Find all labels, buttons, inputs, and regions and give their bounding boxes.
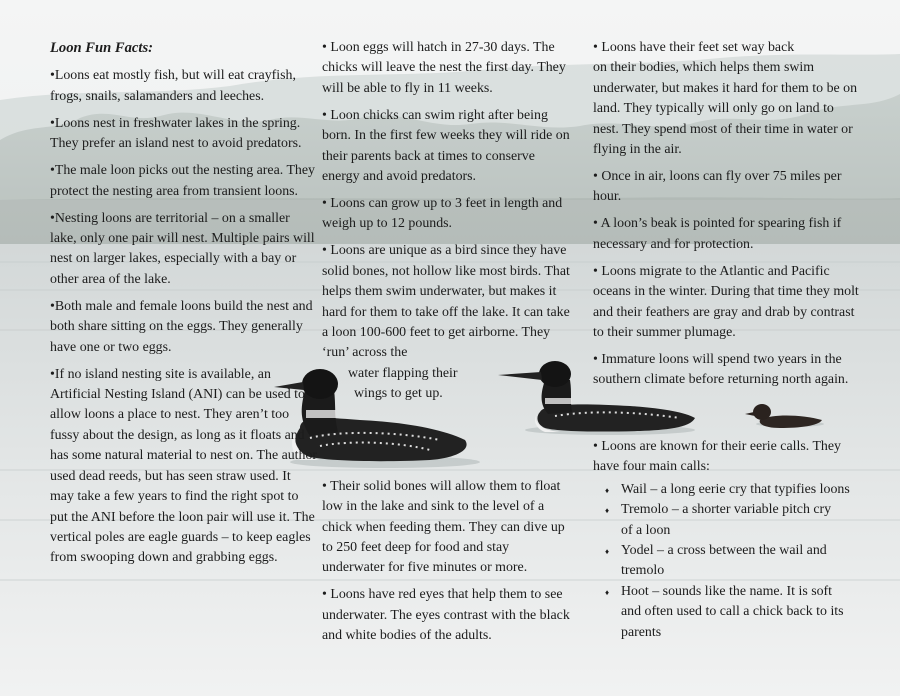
fact-solid-bones bbox=[322, 241, 574, 404]
fact-ani: •If no island nesting site is available, an Artificial Nesting Island (ANI) can be used to allow loons a place to nest. They aren’t too fussy about the design, as long as it floats and has some natural material to nest on. The author used dead reeds, but has seen straw used. It may take a few years to find the right spot to put the ANI before the loon pair will use it. The vertical poles are eagle guards – to keep eagles from swooping down and grabbing eggs. bbox=[50, 366, 318, 566]
fact-male-nesting-area: •The male loon picks out the nesting area. They protect the nesting area from transient loons. bbox=[50, 163, 315, 199]
fact-feet-first-line: • Loons have their feet set way back bbox=[593, 40, 795, 55]
calls-list bbox=[593, 480, 863, 643]
column-middle bbox=[322, 38, 574, 653]
fact-build-nest: •Both male and female loons build the nest and both share sitting on the eggs. They generally have one or two eggs. bbox=[50, 298, 313, 355]
fact-solid-bones-line2: water flapping their bbox=[348, 365, 458, 381]
fact-solid-bones-line3: wings to get up. bbox=[354, 386, 443, 402]
call-wail: ♦ Wail – a long eerie cry that typifies loons bbox=[593, 480, 863, 500]
fact-diet: •Loons eat mostly fish, but will eat crayfish, frogs, snails, salamanders and leeches. bbox=[50, 68, 296, 104]
call-hoot: ♦ Hoot – sounds like the name. It is soft and often used to call a chick back to its parents bbox=[593, 582, 863, 643]
fact-beak: • A loon’s beak is pointed for spearing fish if necessary and for protection. bbox=[593, 216, 842, 252]
fact-solid-bones-text: • Loons are unique as a bird since they have solid bones, not hollow like most birds. That helps them swim underwater, but makes it hard for them to take off the lake. It can take a loon 100-600 feet to get airborne. They ‘run’ across the bbox=[322, 243, 570, 361]
fact-chicks: • Loon chicks can swim right after being born. In the first few weeks they will ride on their parents back at times to conserve energy and avoid predators. bbox=[322, 107, 570, 185]
fact-flight-speed: • Once in air, loons can fly over 75 miles per hour. bbox=[593, 169, 842, 205]
fact-feet-rest: on their bodies, which helps them swim underwater, but makes it hard for them to be on land. They typically will only go on land to nest. They spend most of their time in water or flying in the air. bbox=[593, 60, 858, 158]
column-right bbox=[593, 38, 863, 643]
fact-size: • Loons can grow up to 3 feet in length and weigh up to 12 pounds. bbox=[322, 196, 563, 232]
call-yodel: ♦ Yodel – a cross between the wail and tremolo bbox=[593, 541, 863, 582]
fact-migration: • Loons migrate to the Atlantic and Pacific oceans in the winter. During that time they molt and their feathers are gray and drab by contrast to their summer plumage. bbox=[593, 263, 859, 341]
fact-float: • Their solid bones will allow them to float low in the lake and sink to the level of a chick when feeding them. They can dive up to 250 feet deep for food and stay underwater for five minutes or more. bbox=[322, 478, 565, 576]
fact-nest-lakes: •Loons nest in freshwater lakes in the spring. They prefer an island nest to avoid predators. bbox=[50, 115, 302, 152]
fact-immature: • Immature loons will spend two years in the southern climate before returning north again. bbox=[593, 352, 849, 388]
fact-calls-intro: • Loons are known for their eerie calls. They have four main calls: bbox=[593, 438, 841, 475]
page-title: Loon Fun Facts: bbox=[50, 40, 153, 56]
fact-eggs: • Loon eggs will hatch in 27-30 days. The chicks will leave the nest the first day. They will be able to fly in 11 weeks. bbox=[322, 40, 566, 96]
fact-territorial: •Nesting loons are territorial – on a smaller lake, only one pair will nest. Multiple pairs will nest on larger lakes, especially with a bay or other area of the lake. bbox=[50, 210, 315, 287]
fact-red-eyes: • Loons have red eyes that help them to see underwater. The eyes contrast with the black and white bodies of the adults. bbox=[322, 587, 570, 644]
call-tremolo: ♦ Tremolo – a shorter variable pitch cry of a loon bbox=[593, 500, 863, 541]
fact-feet bbox=[593, 38, 863, 160]
column-left bbox=[50, 38, 318, 575]
